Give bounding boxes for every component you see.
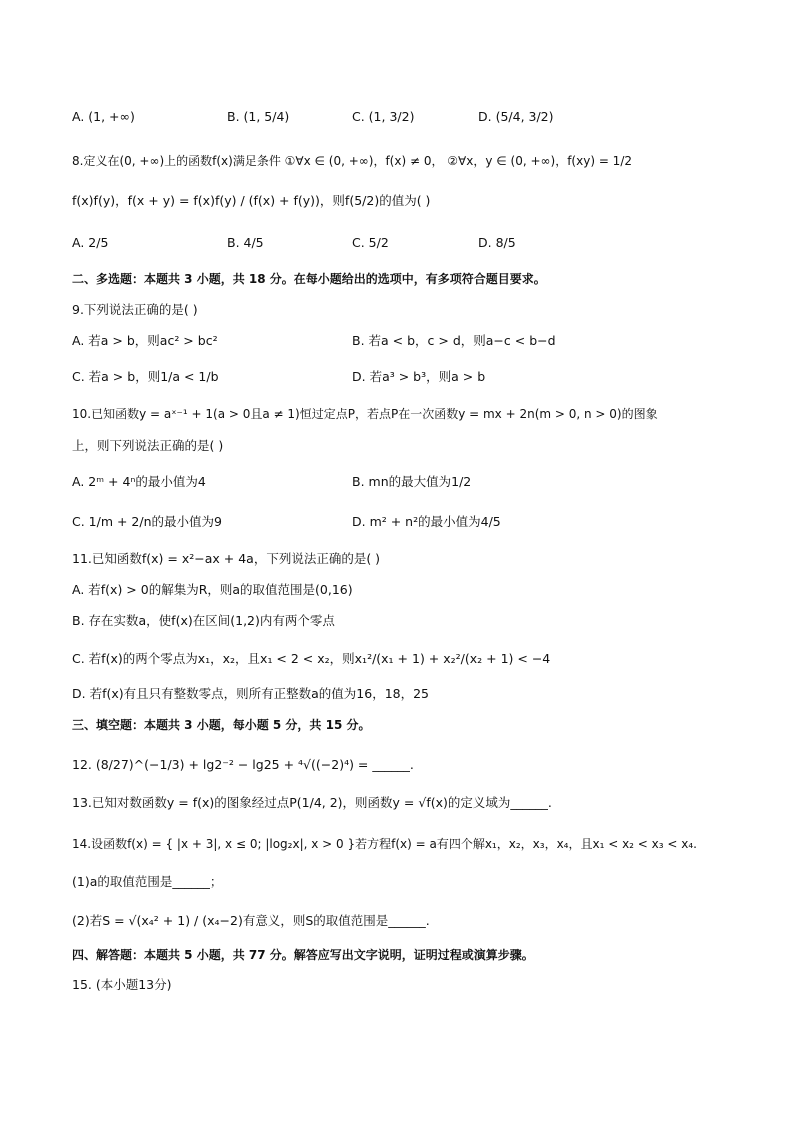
q7-option-d: D. (5/4, 3/2) <box>478 109 554 124</box>
q10-stem-line2: 上，则下列说法正确的是( ) <box>72 438 224 453</box>
q10-option-c: C. 1/m + 2/n的最小值为9 <box>72 514 222 529</box>
q8-option-a: A. 2/5 <box>72 235 109 250</box>
q8-stem-line1: 8.定义在(0, +∞)上的函数f(x)满足条件 ①∀x ∈ (0, +∞)，f(x) ≠ 0， ②∀x，y ∈ (0, +∞)，f(xy) = 1/2 <box>72 154 632 168</box>
q13-stem: 13.已知对数函数y = f(x)的图象经过点P(1/4, 2)，则函数y = √f(x)的定义域为______. <box>72 795 552 810</box>
q7-option-c: C. (1, 3/2) <box>352 109 415 124</box>
q15-stem: 15. (本小题13分) <box>72 977 172 992</box>
q10-option-b: B. mn的最大值为1/2 <box>352 474 472 489</box>
q11-stem: 11.已知函数f(x) = x²−ax + 4a，下列说法正确的是( ) <box>72 551 381 566</box>
q7-option-a: A. (1, +∞) <box>72 109 135 124</box>
q14-part1: (1)a的取值范围是______； <box>72 874 223 889</box>
q12-stem: 12. (8/27)^(−1/3) + lg2⁻² − lg25 + ⁴√((−2)⁴) = ______. <box>72 757 414 772</box>
q14-stem: 14.设函数f(x) = { |x + 3|, x ≤ 0; |log₂x|, x > 0 }若方程f(x) = a有四个解x₁，x₂，x₃，x₄，且x₁ < x₂ < x₃ < x₄. <box>72 837 697 851</box>
q11-option-b: B. 存在实数a，使f(x)在区间(1,2)内有两个零点 <box>72 613 335 628</box>
q11-option-a: A. 若f(x) > 0的解集为R，则a的取值范围是(0,16) <box>72 582 353 597</box>
section3-title: 三、填空题：本题共 3 小题，每小题 5 分，共 15 分。 <box>72 718 371 732</box>
q8-option-b: B. 4/5 <box>227 235 264 250</box>
q8-stem-line2: f(x)f(y)，f(x + y) = f(x)f(y) / (f(x) + f(y))，则f(5/2)的值为( ) <box>72 193 431 208</box>
section4-title: 四、解答题：本题共 5 小题，共 77 分。解答应写出文字说明，证明过程或演算步骤。 <box>72 948 534 962</box>
q14-part2: (2)若S = √(x₄² + 1) / (x₄−2)有意义，则S的取值范围是______. <box>72 913 430 928</box>
q9-option-c: C. 若a > b，则1/a < 1/b <box>72 369 219 384</box>
q8-option-c: C. 5/2 <box>352 235 389 250</box>
q9-stem: 9.下列说法正确的是( ) <box>72 302 198 317</box>
q11-option-d: D. 若f(x)有且只有整数零点，则所有正整数a的值为16，18，25 <box>72 686 430 701</box>
q9-option-b: B. 若a < b，c > d，则a−c < b−d <box>352 333 556 348</box>
q10-stem-line1: 10.已知函数y = aˣ⁻¹ + 1(a > 0且a ≠ 1)恒过定点P，若点P在一次函数y = mx + 2n(m > 0, n > 0)的图象 <box>72 407 658 421</box>
q10-option-a: A. 2ᵐ + 4ⁿ的最小值为4 <box>72 474 206 489</box>
q8-option-d: D. 8/5 <box>478 235 516 250</box>
section2-title: 二、多选题：本题共 3 小题，共 18 分。在每小题给出的选项中，有多项符合题目要求。 <box>72 272 546 286</box>
q9-option-a: A. 若a > b，则ac² > bc² <box>72 333 218 348</box>
q7-option-b: B. (1, 5/4) <box>227 109 290 124</box>
q10-option-d: D. m² + n²的最小值为4/5 <box>352 514 501 529</box>
q9-option-d: D. 若a³ > b³，则a > b <box>352 369 486 384</box>
q11-option-c: C. 若f(x)的两个零点为x₁，x₂，且x₁ < 2 < x₂，则x₁²/(x₁ + 1) + x₂²/(x₂ + 1) < −4 <box>72 651 551 666</box>
